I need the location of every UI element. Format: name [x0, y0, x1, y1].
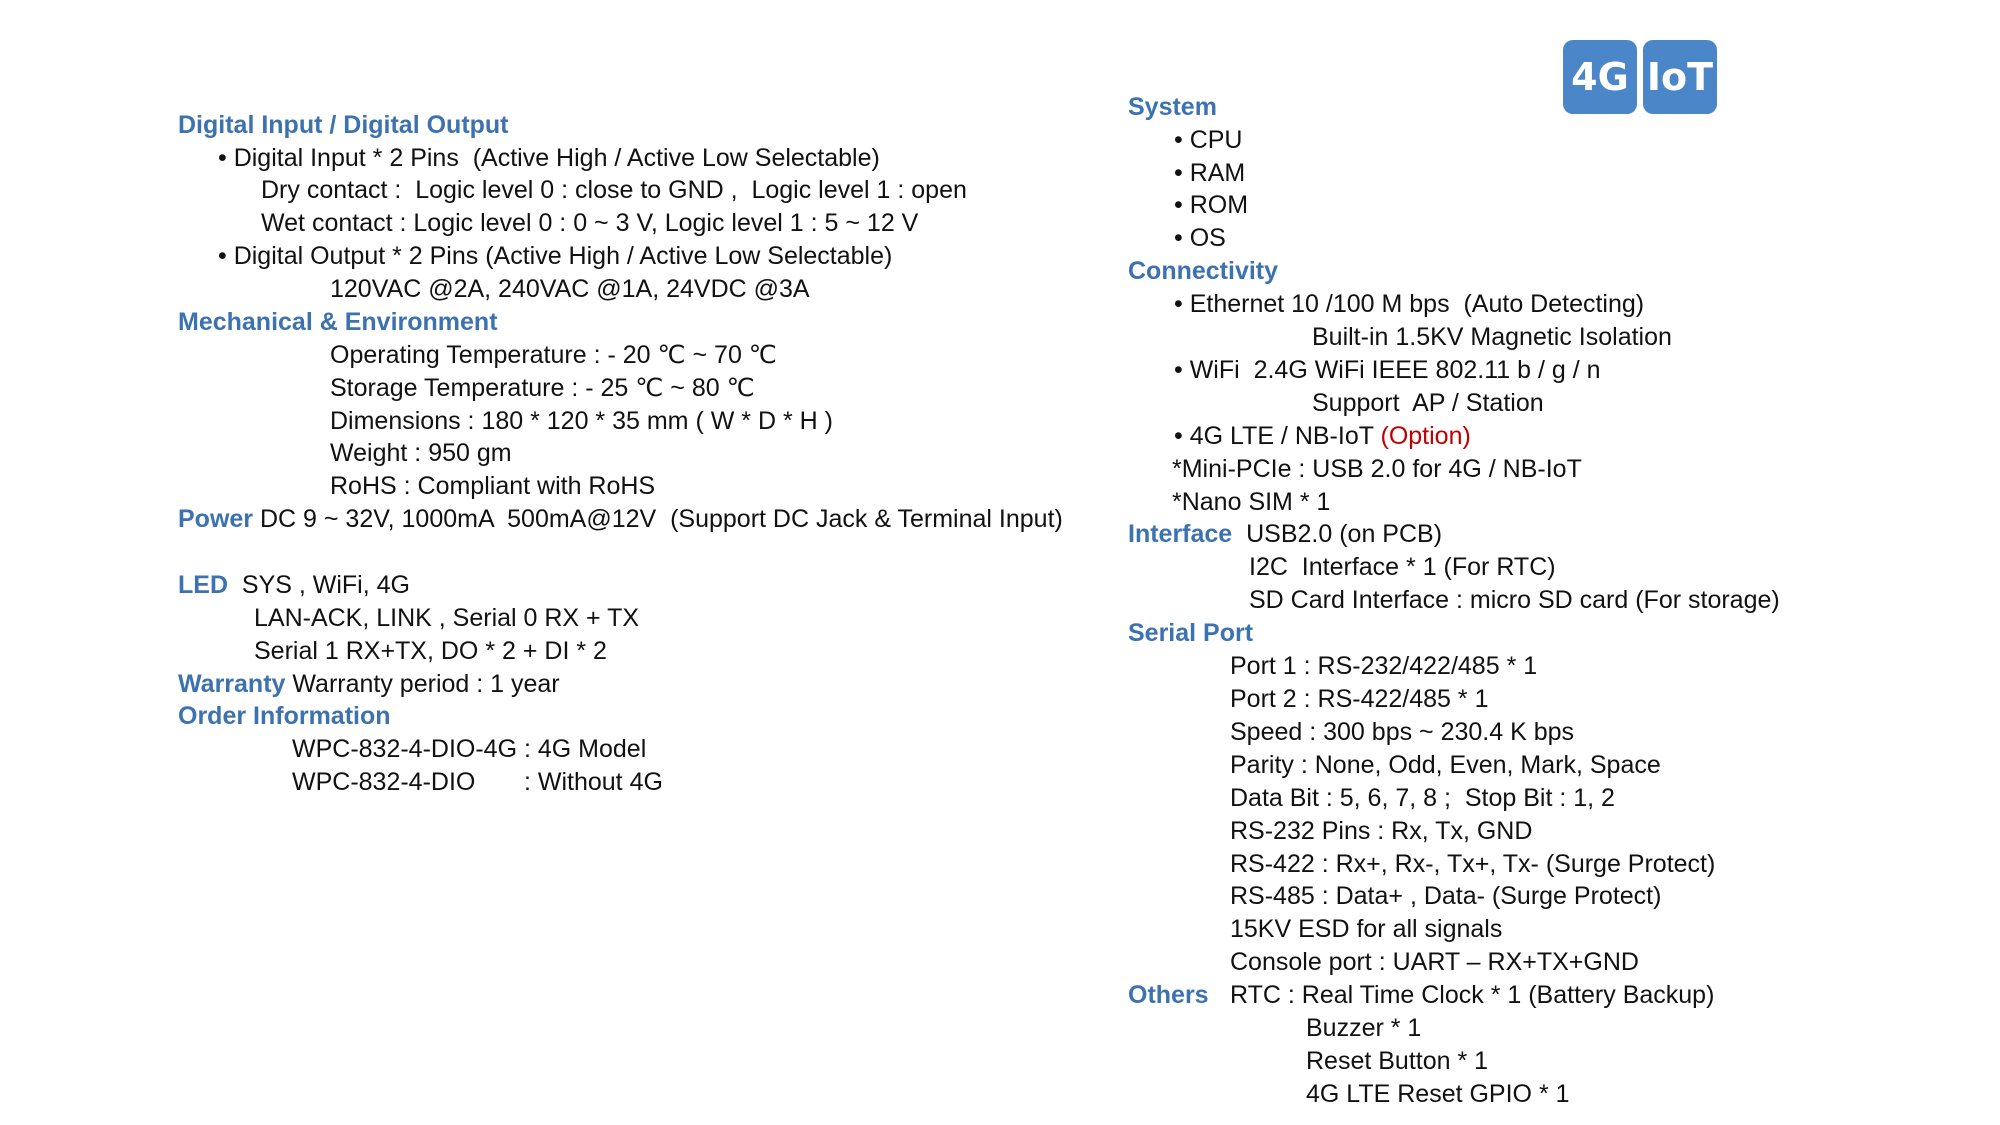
serial-line: RS-485 : Data+ , Data- (Surge Protect)	[1230, 882, 1662, 910]
option-label: (Option)	[1380, 422, 1471, 450]
order-model-4g: WPC-832-4-DIO-4G : 4G Model	[292, 735, 647, 763]
spec-wet-contact: Wet contact : Logic level 0 : 0 ~ 3 V, Logic level 1 : 5 ~ 12 V	[261, 209, 919, 237]
spec-4g-lte: • 4G LTE / NB-IoT	[1174, 422, 1381, 450]
heading-power: Power	[178, 505, 254, 533]
badge-iot: IoT	[1643, 40, 1717, 114]
serial-line: Port 2 : RS-422/485 * 1	[1230, 685, 1489, 713]
system-item-cpu: • CPU	[1174, 126, 1243, 154]
spec-reset-button: Reset Button * 1	[1306, 1047, 1489, 1075]
spec-interface-line	[1128, 518, 1442, 551]
spec-storage-temp: Storage Temperature : - 25 ℃ ~ 80 ℃	[330, 374, 755, 402]
spec-i2c: I2C Interface * 1 (For RTC)	[1249, 553, 1556, 581]
heading-led: LED	[178, 571, 228, 599]
spec-output-rating: 120VAC @2A, 240VAC @1A, 24VDC @3A	[330, 275, 810, 303]
serial-line: 15KV ESD for all signals	[1230, 915, 1503, 943]
serial-line: Port 1 : RS-232/422/485 * 1	[1230, 652, 1538, 680]
spec-4g-lte-line	[1174, 420, 1471, 453]
system-item-ram: • RAM	[1174, 159, 1246, 187]
spec-buzzer: Buzzer * 1	[1306, 1014, 1422, 1042]
spec-weight: Weight : 950 gm	[330, 439, 512, 467]
heading-digital-io: Digital Input / Digital Output	[178, 111, 509, 139]
heading-system: System	[1128, 93, 1217, 121]
system-item-rom: • ROM	[1174, 191, 1249, 219]
heading-warranty: Warranty	[178, 670, 286, 698]
badge-4g: 4G	[1563, 40, 1637, 114]
spec-warranty-line	[178, 668, 560, 701]
spec-dimensions: Dimensions : 180 * 120 * 35 mm ( W * D * H )	[330, 407, 833, 435]
serial-line: RS-422 : Rx+, Rx-, Tx+, Tx- (Surge Protect)	[1230, 850, 1716, 878]
order-model-no-4g: WPC-832-4-DIO : Without 4G	[292, 768, 663, 796]
spec-wifi: • WiFi 2.4G WiFi IEEE 802.11 b / g / n	[1174, 356, 1601, 384]
spec-mini-pcie: *Mini-PCIe : USB 2.0 for 4G / NB-IoT	[1172, 455, 1582, 483]
heading-mechanical: Mechanical & Environment	[178, 308, 498, 336]
spec-power: DC 9 ~ 32V, 1000mA 500mA@12V (Support DC Jack & Terminal Input)	[253, 505, 1063, 533]
spec-dry-contact: Dry contact : Logic level 0 : close to GND , Logic level 1 : open	[261, 176, 967, 204]
spec-lte-reset-gpio: 4G LTE Reset GPIO * 1	[1306, 1080, 1570, 1108]
spec-digital-input: • Digital Input * 2 Pins (Active High / Active Low Selectable)	[218, 144, 880, 172]
heading-others: Others	[1128, 981, 1209, 1009]
serial-line: Speed : 300 bps ~ 230.4 K bps	[1230, 718, 1575, 746]
spec-led-2: LAN-ACK, LINK , Serial 0 RX + TX	[254, 604, 640, 632]
heading-order-info: Order Information	[178, 702, 391, 730]
serial-line: Parity : None, Odd, Even, Mark, Space	[1230, 751, 1661, 779]
spec-operating-temp: Operating Temperature : - 20 ℃ ~ 70 ℃	[330, 341, 777, 369]
spec-sd-card: SD Card Interface : micro SD card (For storage)	[1249, 586, 1780, 614]
spec-warranty: Warranty period : 1 year	[285, 670, 560, 698]
serial-line: Console port : UART – RX+TX+GND	[1230, 948, 1639, 976]
spec-led-3: Serial 1 RX+TX, DO * 2 + DI * 2	[254, 637, 607, 665]
spec-led-1: SYS , WiFi, 4G	[228, 571, 410, 599]
spec-digital-output: • Digital Output * 2 Pins (Active High / Active Low Selectable)	[218, 242, 893, 270]
heading-interface: Interface	[1128, 520, 1233, 548]
serial-line: RS-232 Pins : Rx, Tx, GND	[1230, 817, 1533, 845]
spec-ethernet: • Ethernet 10 /100 M bps (Auto Detecting)	[1174, 290, 1645, 318]
heading-connectivity: Connectivity	[1128, 257, 1279, 285]
spec-rtc: RTC : Real Time Clock * 1 (Battery Backup)	[1230, 981, 1715, 1009]
spec-nano-sim: *Nano SIM * 1	[1172, 488, 1331, 516]
spec-ethernet-isolation: Built-in 1.5KV Magnetic Isolation	[1312, 323, 1672, 351]
spec-rohs: RoHS : Compliant with RoHS	[330, 472, 656, 500]
spec-wifi-mode: Support AP / Station	[1312, 389, 1544, 417]
spec-usb: USB2.0 (on PCB)	[1232, 520, 1443, 548]
heading-serial-port: Serial Port	[1128, 619, 1254, 647]
system-item-os: • OS	[1174, 224, 1226, 252]
spec-led-line	[178, 569, 410, 602]
serial-line: Data Bit : 5, 6, 7, 8 ; Stop Bit : 1, 2	[1230, 784, 1615, 812]
spec-power-line	[178, 503, 1063, 536]
